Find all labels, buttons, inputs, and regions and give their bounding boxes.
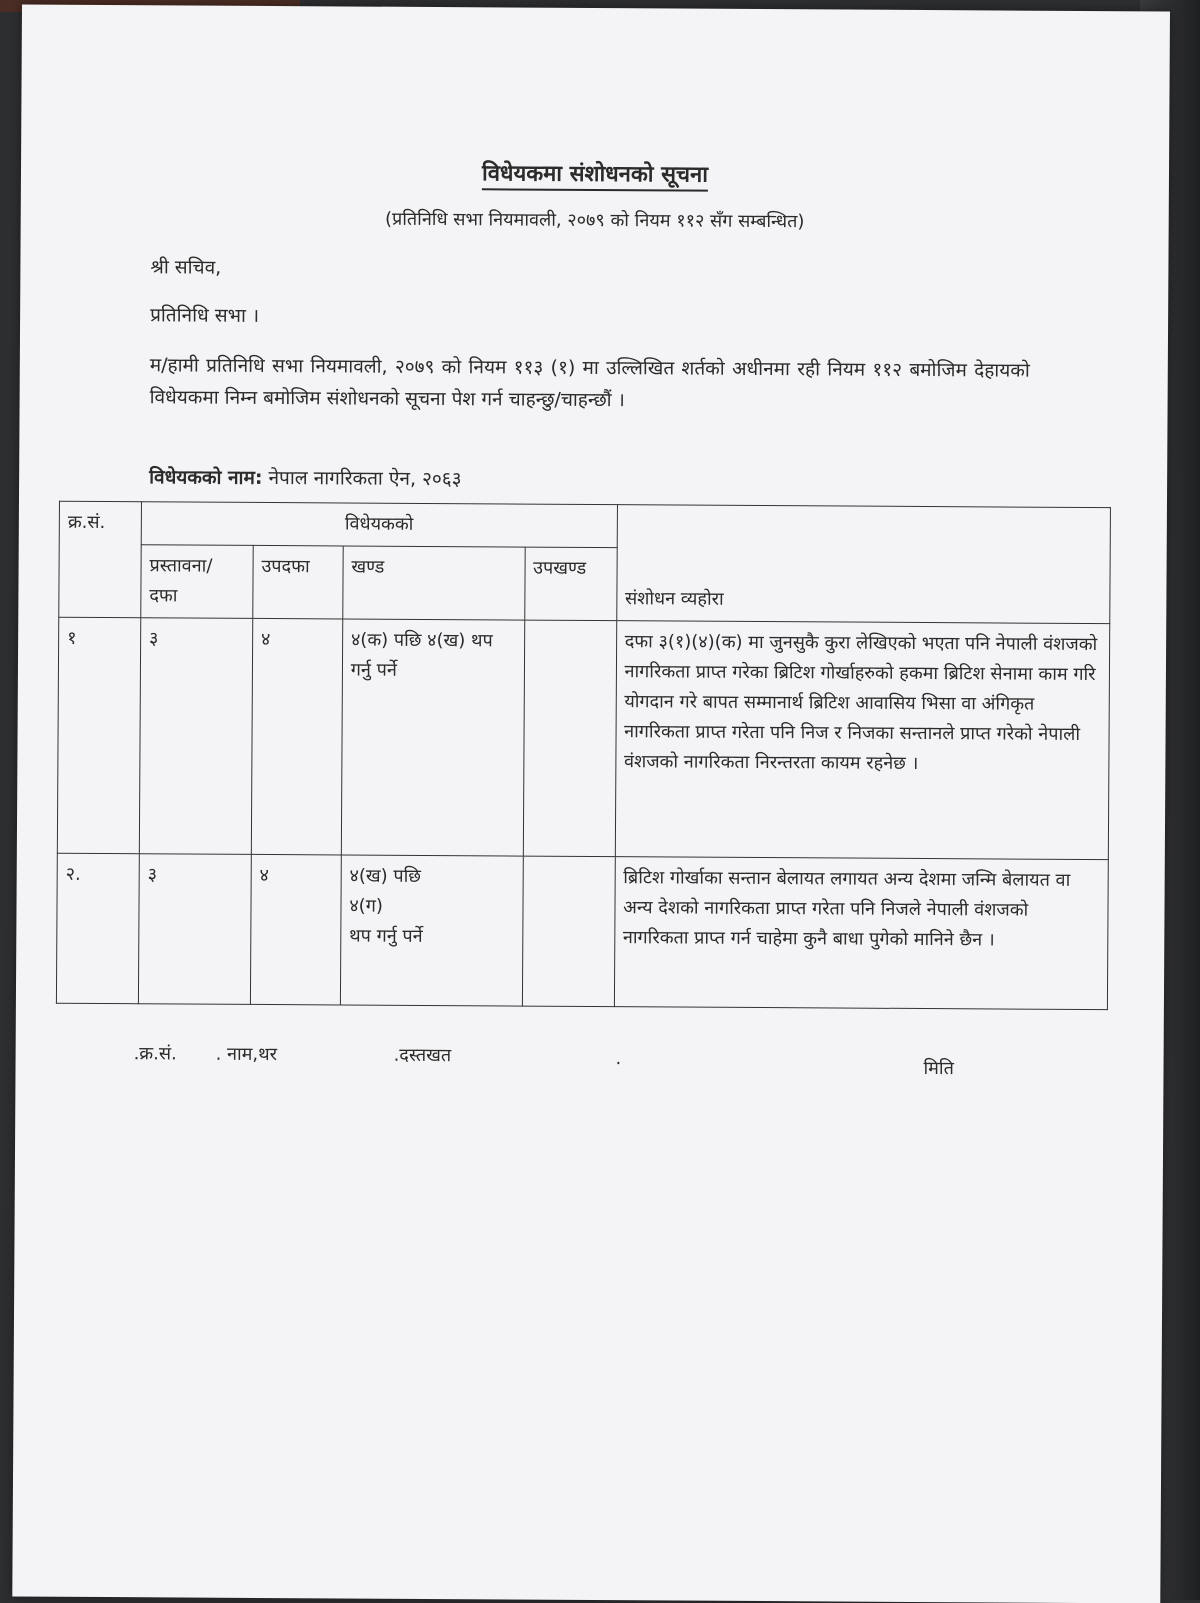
- table-row: [56, 853, 1108, 1009]
- header-subsection: उपदफा: [253, 545, 343, 619]
- header-sn: क्र.सं.: [59, 501, 142, 617]
- body-paragraph: म/हामी प्रतिनिधि सभा नियमावली, २०७९ को नियम ११३ (१) मा उल्लिखित शर्तको अधीनमा रही नियम ११२ बमोजिम देहायको विधेयकमा निम्न बमोजिम संशोधनको सूचना पेश गर्न चाहन्छु/चाहन्छौं ।: [149, 354, 1030, 412]
- row-2-section: ३: [138, 854, 251, 1005]
- row-2-amendment: ब्रिटिश गोर्खाका सन्तान बेलायत लगायत अन्य देशमा जन्मि बेलायत वा अन्य देशको नागरिकता प्राप्त गरेता पनि निजले नेपाली वंशजको नागरिकता प्राप्त गर्न चाहेमा कुनै बाधा पुगेको मानिने छैन ।: [614, 857, 1108, 1010]
- row-2-sn: २.: [56, 853, 139, 1003]
- row-2-subclause: [522, 856, 615, 1007]
- row-2-subsection: ४: [250, 854, 341, 1005]
- row-2-clause-line-2: ४(ग): [349, 895, 383, 917]
- bill-name-line: [149, 463, 462, 491]
- row-1-sn: १: [57, 617, 140, 853]
- header-preamble-section: प्रस्तावना/ दफा: [141, 545, 253, 619]
- row-1-section: ३: [139, 618, 252, 855]
- row-1-clause: ४(क) पछि ४(ख) थप गर्नु पर्ने: [341, 619, 524, 856]
- footer-name-label: . नाम,थर: [215, 1043, 278, 1066]
- document-title: [21, 154, 1169, 191]
- table-header-row-1: [59, 501, 1110, 550]
- footer-dot: .: [615, 1048, 622, 1070]
- row-1-subclause: [523, 620, 616, 857]
- header-bill-group: विधेयकको: [141, 502, 617, 548]
- footer-signature-label: .दस्तखत: [393, 1044, 452, 1067]
- footer-sn-label: .क्र.सं.: [133, 1043, 177, 1065]
- table-row: [57, 617, 1109, 859]
- header-subclause: उपखण्ड: [524, 547, 616, 621]
- document-subtitle: (प्रतिनिधि सभा नियमावली, २०७९ को नियम ११२ सँग सम्बन्धित): [384, 208, 805, 233]
- row-2-clause-line-1: ४(ख) पछि: [349, 865, 421, 887]
- bill-name-value: नेपाल नागरिकता ऐन, २०६३: [268, 467, 462, 491]
- header-clause: खण्ड: [343, 546, 525, 620]
- amendment-table: [56, 501, 1111, 1010]
- salutation-line-1: श्री सचिव,: [150, 256, 222, 279]
- document-page: [12, 4, 1170, 1603]
- row-1-subsection: ४: [251, 618, 342, 855]
- bill-name-label: विधेयकको नाम:: [149, 466, 263, 489]
- row-2-clause: [340, 855, 523, 1006]
- document-title-text: विधेयकमा संशोधनको सूचना: [482, 161, 708, 191]
- row-1-amendment: दफा ३(१)(४)(क) मा जुनसुकै कुरा लेखिएको भएता पनि नेपाली वंशजको नागरिकता प्राप्त गरेका ब्रिटिश गोर्खाहरुको हकमा ब्रिटिश सेनामा काम गरि योगदान गरे बापत सम्मानार्थ ब्रिटिश आवासिय भिसा वा अंगिकृत नागरिकता प्राप्त गरेता पनि निज र निजका सन्तानले प्राप्त गरेको नेपाली वंशजको नागरिकता निरन्तरता कायम रहनेछ ।: [615, 621, 1110, 860]
- row-2-clause-line-3: थप गर्नु पर्ने: [349, 925, 423, 947]
- salutation-line-2: प्रतिनिधि सभा ।: [150, 304, 260, 327]
- header-amendment: संशोधन व्यहोरा: [616, 505, 1110, 624]
- footer-date-label: मिति: [923, 1058, 954, 1080]
